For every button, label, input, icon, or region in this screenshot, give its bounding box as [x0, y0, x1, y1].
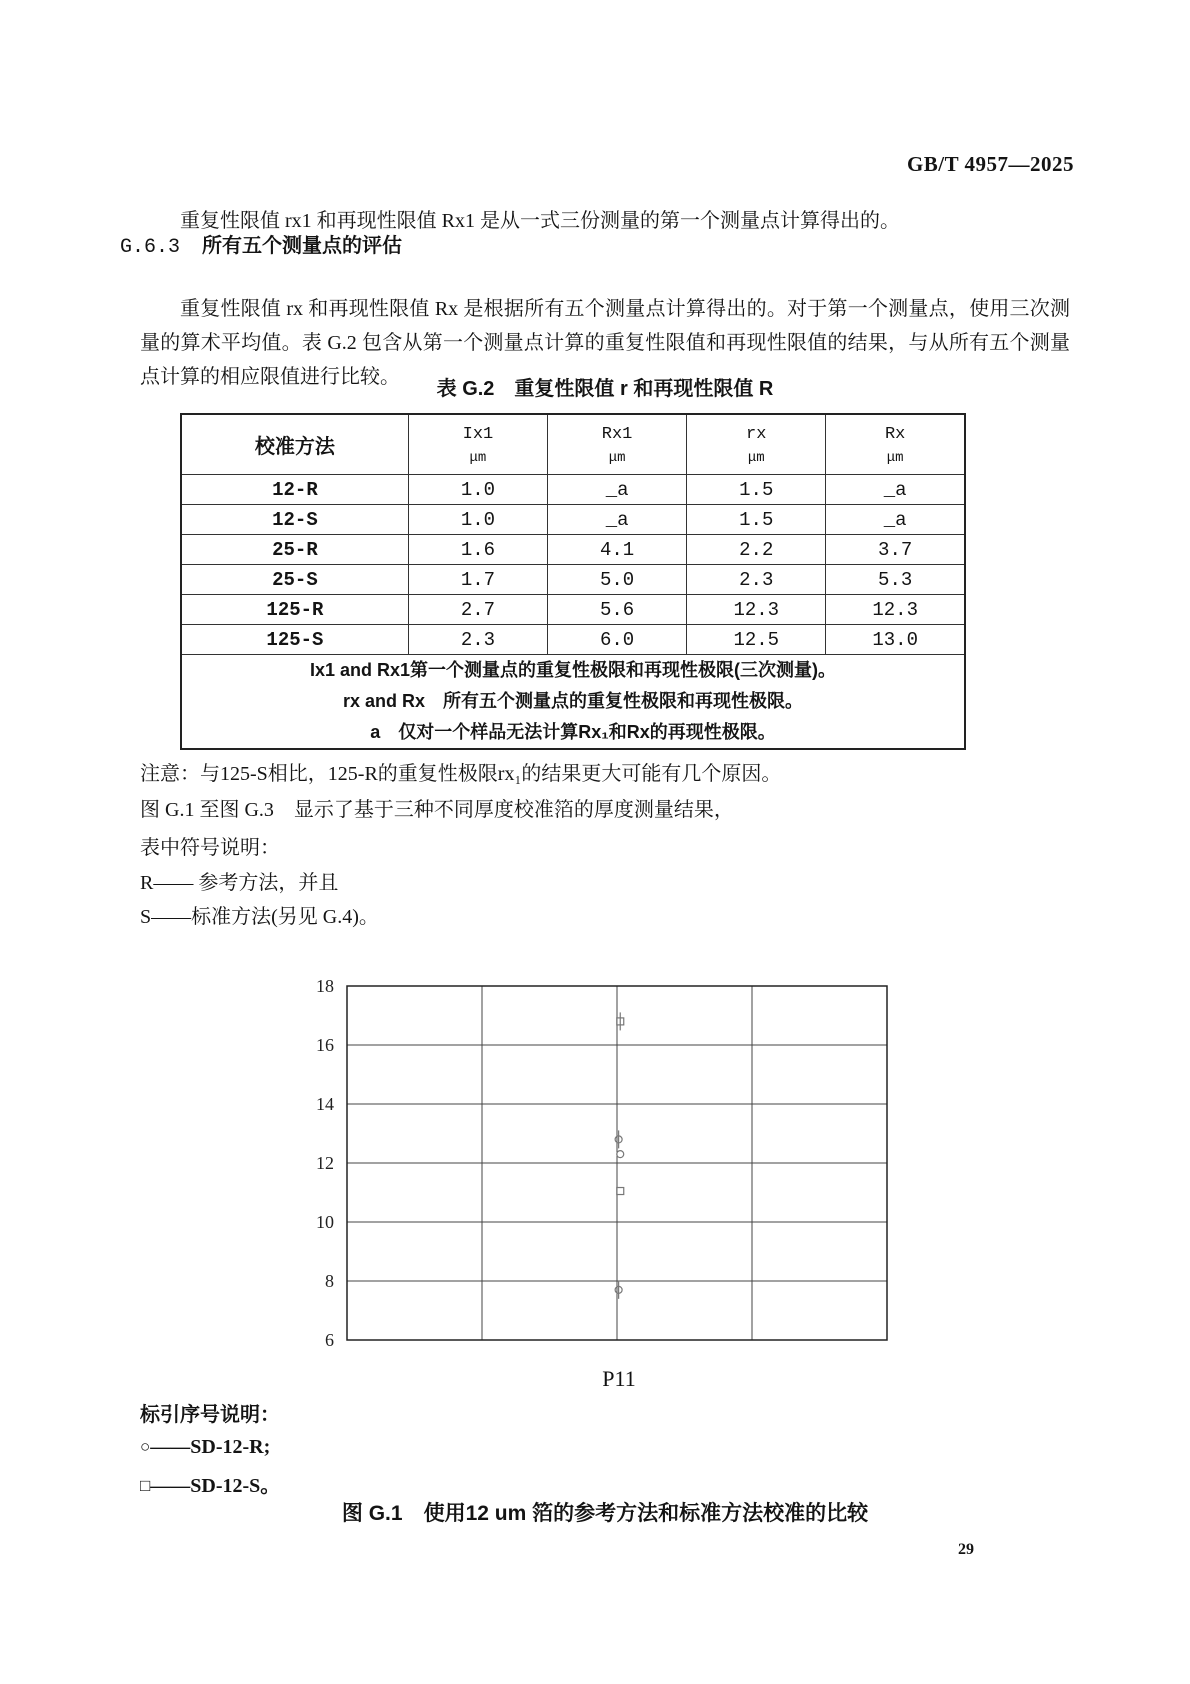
value-cell: 1.5: [687, 475, 826, 505]
column-header-rx-small: [687, 414, 826, 475]
table-g2: [180, 413, 966, 750]
unit-label: μm: [469, 450, 487, 466]
table-row: [181, 625, 965, 655]
column-header-ix1: [408, 414, 547, 475]
method-cell: 125-S: [181, 625, 408, 655]
data-point-circle: [617, 1151, 624, 1158]
table-footnote-row: [181, 655, 965, 750]
method-cell: 25-R: [181, 535, 408, 565]
y-axis-tick-label: 16: [316, 1035, 334, 1055]
x-axis-label: P11: [602, 1366, 636, 1391]
legend-connector: ——: [150, 1475, 191, 1497]
table-footnotes: [181, 655, 965, 750]
page-number: 29: [958, 1541, 974, 1558]
y-axis-tick-label: 14: [316, 1094, 334, 1114]
symbols-intro-text: 表中符号说明：: [140, 837, 280, 859]
reference-method-line: R—— 参考方法，并且: [140, 872, 339, 894]
y-axis-tick-label: 8: [325, 1271, 334, 1291]
table-row: [181, 595, 965, 625]
value-cell: _a: [826, 505, 965, 535]
value-cell: 12.3: [826, 595, 965, 625]
value-cell: 1.6: [408, 535, 547, 565]
figures-intro-text: 图 G.1 至图 G.3 显示了基于三种不同厚度校准箔的厚度测量结果，: [140, 799, 734, 821]
value-cell: 2.3: [687, 565, 826, 595]
legend-label: SD-12-R;: [190, 1436, 271, 1458]
value-cell: 1.0: [408, 475, 547, 505]
figure-g1-chart-area: [288, 968, 908, 1405]
value-cell: 1.7: [408, 565, 547, 595]
section-number: G.6.3: [120, 236, 181, 259]
table-row: [181, 475, 965, 505]
value-cell: 5.0: [548, 565, 687, 595]
value-cell: 4.1: [548, 535, 687, 565]
unit-label: μm: [747, 450, 765, 466]
table-footnote: Ix1 and Rx1第一个测量点的重复性极限和再现性极限(三次测量)。: [309, 660, 837, 680]
value-cell: 13.0: [826, 625, 965, 655]
legend-item-sd-12-r: [140, 1436, 270, 1459]
column-header-rx-cap: [826, 414, 965, 475]
note-text: 注意：与125-S相比，125-R的重复性极限rx₁的结果更大可能有几个原因。: [140, 763, 782, 785]
column-header-method: 校准方法: [181, 414, 408, 475]
method-cell: 125-R: [181, 595, 408, 625]
y-axis-tick-label: 10: [316, 1212, 334, 1232]
unit-label: μm: [886, 450, 904, 466]
value-cell: 5.3: [826, 565, 965, 595]
paragraph-all-points: 重复性限值 rx 和再现性限值 Rx 是根据所有五个测量点计算得出的。对于第一个测量点，使用三次测量的算术平均值。表 G.2 包含从第一个测量点计算的重复性限值和再现性限值的结果，与从所有五个测量点计算的相应限值进行比较。: [140, 298, 1070, 388]
y-axis-tick-label: 12: [316, 1153, 334, 1173]
y-axis-tick-label: 6: [325, 1330, 334, 1350]
table-title: 表 G.2 重复性限值 r 和再现性限值 R: [436, 378, 774, 400]
symbol-ix1: Ix1: [462, 425, 494, 444]
data-point-square: [617, 1188, 624, 1195]
value-cell: 12.3: [687, 595, 826, 625]
paragraph-first-point: 重复性限值 rx1 和再现性限值 Rx1 是从一式三份测量的第一个测量点计算得出的。: [180, 210, 900, 232]
circle-marker-symbol: ○: [140, 1437, 151, 1456]
table-row: [181, 535, 965, 565]
legend-title: 标引序号说明：: [140, 1404, 280, 1426]
unit-label: μm: [608, 450, 626, 466]
section-heading: [120, 229, 402, 259]
method-cell: 12-R: [181, 475, 408, 505]
value-cell: 2.3: [408, 625, 547, 655]
figure-caption: 图 G.1 使用12 um 箔的参考方法和标准方法校准的比较: [341, 1502, 869, 1525]
table-footnote: a 仅对一个样品无法计算Rx₁和Rx的再现性极限。: [370, 722, 776, 742]
value-cell: 6.0: [548, 625, 687, 655]
legend-connector: ——: [150, 1436, 191, 1458]
section-title: 所有五个测量点的评估: [202, 235, 403, 257]
value-cell: 12.5: [687, 625, 826, 655]
value-cell: 2.7: [408, 595, 547, 625]
value-cell: 3.7: [826, 535, 965, 565]
symbol-rx-small: rx: [746, 425, 767, 444]
y-axis-tick-label: 18: [316, 976, 334, 996]
method-cell: 25-S: [181, 565, 408, 595]
value-cell: _a: [826, 475, 965, 505]
legend-label: SD-12-S。: [190, 1475, 281, 1497]
value-cell: _a: [548, 505, 687, 535]
standard-method-line: S——标准方法(另见 G.4)。: [140, 906, 379, 928]
value-cell: 2.2: [687, 535, 826, 565]
legend-item-sd-12-s: [140, 1469, 280, 1498]
value-cell: 5.6: [548, 595, 687, 625]
symbol-rx1: Rx1: [601, 425, 633, 444]
table-footnote: rx and Rx 所有五个测量点的重复性极限和再现性极限。: [342, 691, 804, 711]
figure-g1-chart: [288, 968, 908, 1400]
table-header-row: [181, 414, 965, 475]
square-marker-symbol: □: [140, 1476, 151, 1495]
symbol-rx-cap: Rx: [884, 425, 906, 444]
column-header-rx1: [548, 414, 687, 475]
value-cell: _a: [548, 475, 687, 505]
table-row: [181, 565, 965, 595]
standard-number: GB/T 4957—2025: [906, 152, 1074, 176]
value-cell: 1.5: [687, 505, 826, 535]
method-cell: 12-S: [181, 505, 408, 535]
value-cell: 1.0: [408, 505, 547, 535]
table-row: [181, 505, 965, 535]
